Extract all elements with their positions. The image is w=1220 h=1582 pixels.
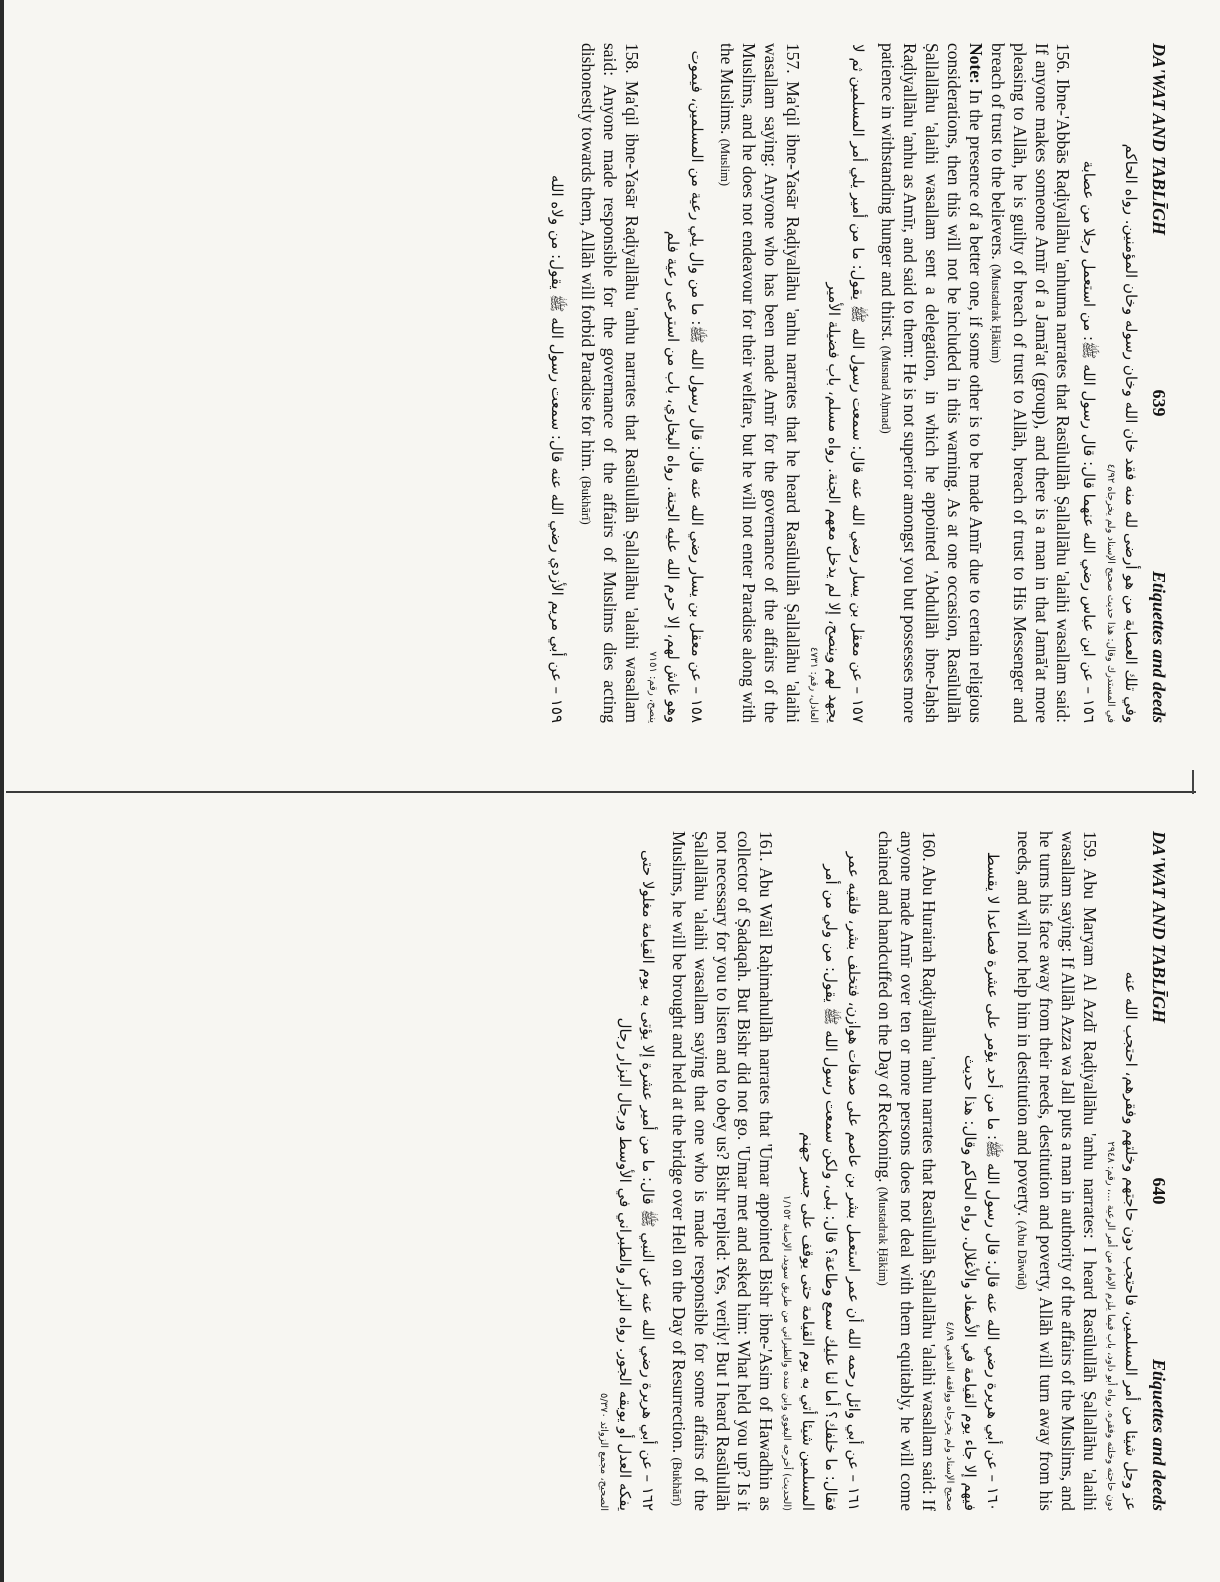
hadith-158	[577, 43, 643, 723]
hadith-159	[1012, 831, 1100, 1511]
hadith-160-source: (Mustadrak Ḥākim)	[876, 1186, 890, 1286]
arabic-reference: الصحيح، مجمع الزوائد ٥/٣٧٠	[598, 1393, 610, 1511]
arabic-hadith-160: ١٦٠ – عن أبي هريرة رضي الله عنه قال: قال رسول الله ﷺ: ما من أحد يؤمر على عشرة فصاعدا لا يقسط فيهم إلا جاء يوم القيامة في الأصفاد والأغلال. رواه الحاكم وقال: هذا حديث	[961, 851, 1003, 1511]
note-label: Note:	[966, 43, 986, 84]
arabic-text: وفي تلك العصابة من هو أرضى لله منه فقد خان الله وخان رسوله وخان المؤمنين. رواه الحاكم	[1122, 143, 1140, 723]
page-639	[53, 33, 1173, 733]
hadith-160	[873, 831, 939, 1511]
scan-edge	[0, 0, 4, 1582]
book-title: DA'WAT AND TABLĪGH	[1149, 831, 1169, 1024]
hadith-157-text: 157. Ma'qil ibne-Yasār Raḍiyallāhu 'anhu narrates that he heard Rasūlullāh Ṣallallāhu 'alaihi wasallam saying: Anyone who has been made Amīr for the governance of the affairs of the Muslims, and he does not endeavour for their welfare, but he will not enter Paradise along with the Muslims.	[717, 43, 804, 723]
arabic-hadith-157: ١٥٧ – عن معقل بن يسار رضي الله عنه قال: سمعت رسول الله ﷺ يقول: ما من أمير يلي أمر المسلمين ثم لا يجهد لهم وينصح، إلا لم يدخل معهم الجنة. رواه مسلم، باب فضيلة الأمير	[825, 44, 867, 723]
page-number: 639	[1149, 389, 1169, 417]
arabic-reference: (الحديث) أخرجه البغوي وابن منده والطبراني من طريق سويد، الإصابة ١/١٥٢	[781, 1195, 793, 1511]
arabic-hadith-158: ١٥٨ – عن معقل بن يسار رضي الله عنه قال: قال رسول الله ﷺ: ما من وال يلي رعية من المسلمين، فيموت وهو غاش لهم، إلا حرم الله عليه الجنة. رواه البخاري، باب من استرعى رعية فلم	[664, 50, 706, 723]
hadith-159-text: 159. Abu Maryam Al Azdī Raḍiyallāhu 'anhu narrates: I heard Rasūlullāh Ṣallallāhu 'alaihi wasallam saying: If Allāh Azza wa Jall puts a man in authority of the affairs of the Muslims, and he turns his face away from their needs, destitution and poverty, Allāh will turn away from his needs, and will not help him in destitution and poverty.	[1014, 831, 1100, 1511]
hadith-157-source: (Muslim)	[718, 138, 733, 187]
section-title: Etiquettes and deeds	[1149, 1358, 1169, 1511]
note-source: (Musnad Aḥmad)	[879, 345, 894, 434]
page-divider	[6, 791, 1196, 793]
arabic-reference: العادل، رقم: ٤٧٣١	[808, 646, 820, 723]
hadith-158-source: (Bukhārī)	[579, 476, 594, 525]
hadith-156-text: 156. Ibne-'Abbās Raḍiyallāhu 'anhuma narrates that Rasūlullāh Ṣallallāhu 'alaihi wasallam said: If anyone makes someone Amīr of a Jamā'at (group), and there is a man in that Jamā'at more pleasing to Allāh, he is guilty of breach of trust to Allāh, breach of trust to His Messenger and breach of trust to the believers.	[987, 43, 1074, 723]
running-head	[1148, 831, 1169, 1511]
arabic-text: عز وجل شيئا من أمر المسلمين، فاحتجب دون حاجتهم وخلتهم وفقرهم، احتجب الله عنه	[1122, 971, 1140, 1511]
arabic-hadith-161: ١٦١ – عن أبي وائل رحمه الله أن عمر استعمل بشر بن عاصم على صدقات هوازن، فتخلف بشر، فلقيه عمر فقال: ما خلفك؟ أما لنا عليك سمع وطاعة؟ قال: بلى، ولكن سمعت رسول الله ﷺ يقول: من ولي من أمر المسلمين شيئا أتي به يوم القيامة حتى يوقف على جسر جهنم	[798, 851, 864, 1511]
hadith-161-text: 161. Abu Wāil Raḥimahullāh narrates that 'Umar appointed Bishr ibne-'Asim of Hawadhin as collector of Ṣadaqah. But Bishr did not go. 'Umar met and asked him: What held you up? Is it not necessary for you to listen and to obey us? Bishr replied: Yes, verily! But I heard Rasūlullāh Ṣallallāhu 'alaihi wasallam saying that one who is made responsible for some affairs of the Muslims, he will be brought and held at the bridge over Hell on the Day of Resurrection.	[668, 831, 777, 1511]
arabic-hadith-162: ١٦٢ – عن أبي هريرة رضي الله عنه عن النبي ﷺ قال: ما من أمير عشرة إلا يؤتى به يوم القيامة مغلولا حتى يفكه العدل أو يوبقه الجور. رواه البزار والطبراني في الأوسط ورجال البزار رجال	[615, 849, 657, 1511]
book-title: DA'WAT AND TABLĪGH	[1149, 43, 1169, 236]
hadith-157	[716, 43, 804, 723]
arabic-reference: ينصح، رقم: ٧١٥١	[647, 651, 659, 723]
page-640	[53, 821, 1173, 1521]
hadith-159-source: (Abu Dāwūd)	[1015, 1220, 1030, 1290]
arabic-hadith-159: ١٥٩ – عن أبي مريم الأزدي رضي الله عنه قال: سمعت رسول الله ﷺ يقول: من ولاه الله	[548, 174, 567, 723]
running-head	[1148, 43, 1169, 723]
hadith-156-source: (Mustadrak Ḥākim)	[988, 264, 1003, 364]
arabic-reference: صحيح الإسناد ولم يخرجاه ووافقه الذهبي ٤/٨٩	[943, 1321, 955, 1511]
hadith-156	[877, 43, 1074, 723]
note-text: In the presence of a better one, if some other is to be made Amīr due to certain religious considerations, then this will not be included in this warning. As at one occasion, Rasūlullāh Ṣallallāhu 'alaihi wasallam sent a delegation, in which he appointed 'Abdullāh ibne-Jaḥsh Raḍiyallāhu 'anhu as Amīr, and said to them: He is not superior amongst you but possesses more patience in withstanding hunger and thirst.	[878, 43, 986, 723]
arabic-reference: دون حاجته وخلته وفقره. رواه أبو داود، باب فيما يلزم الإمام من أمر الرعية ...، رقم: ٢٩٤٨	[1104, 1141, 1116, 1511]
fold-mark	[1192, 770, 1194, 794]
page-number: 640	[1149, 1177, 1169, 1205]
hadith-160-text: 160. Abu Hurairah Raḍiyallāhu 'anhu narrates that Rasūlullāh Ṣallallāhu 'alaihi wasallam said: If anyone made Amīr over ten or more persons does not deal with them equitably, he will come chained and handcuffed on the Day of Reckoning.	[875, 831, 939, 1511]
hadith-158-text: 158. Ma'qil ibne-Yasār Raḍiyallāhu 'anhu narrates that Rasūlullāh Ṣallallāhu 'alaihi wasallam said: Anyone made responsible for the governance of the affairs of Muslims dies acting dishonestly towards them, Allāh will forbid Paradise for him.	[578, 43, 643, 723]
hadith-161	[667, 831, 776, 1511]
arabic-reference: في المستدرك وقال: هذا حديث صحيح الإسناد ولم يخرجاه ٤/٩٢	[1104, 463, 1116, 723]
arabic-hadith-156: ١٥٦ – عن ابن عباس رضي الله عنهما قال: قال رسول الله ﷺ: من استعمل رجلا من عصابة	[1079, 160, 1098, 723]
section-title: Etiquettes and deeds	[1149, 570, 1169, 723]
hadith-161-source: (Bukhārī)	[669, 1457, 684, 1507]
